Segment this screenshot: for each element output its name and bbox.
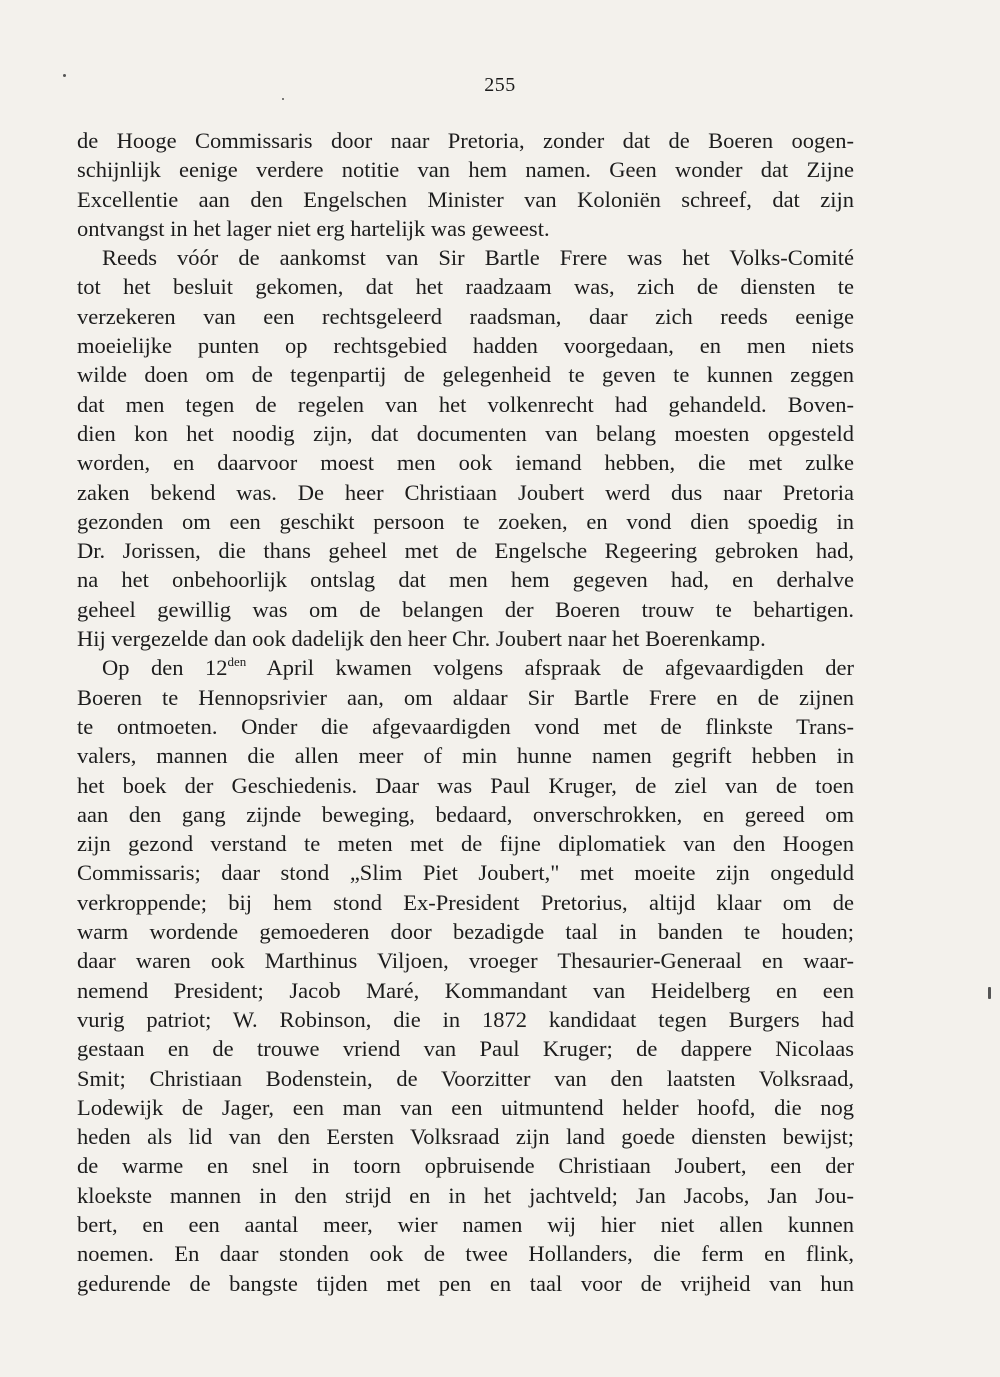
line-text: tot het besluit gekomen, dat het raadzaam was, zich de diensten te xyxy=(77,274,854,300)
text-line xyxy=(77,1122,854,1151)
line-text: Hij vergezelde dan ook dadelijk den heer Chr. Joubert naar het Boerenkamp. xyxy=(77,626,766,652)
text-line xyxy=(77,741,854,770)
scan-speck xyxy=(63,74,66,77)
page-number: 255 xyxy=(484,74,516,96)
line-text: schijnlijk eenige verdere notitie van hem namen. Geen wonder dat Zijne xyxy=(77,157,854,183)
text-line xyxy=(77,214,854,243)
text-line xyxy=(77,419,854,448)
text-line xyxy=(77,946,854,975)
text-line xyxy=(77,185,854,214)
line-text: nemend President; Jacob Maré, Kommandant van Heidelberg en een xyxy=(77,977,854,1003)
line-text: gezonden om een geschikt persoon te zoeken, en vond dien spoedig in xyxy=(77,508,854,534)
line-text: Reeds vóór de aankomst van Sir Bartle Frere was het Volks-Comité xyxy=(102,245,854,271)
text-line xyxy=(77,771,854,800)
scan-speck xyxy=(988,987,991,999)
text-line xyxy=(77,243,854,272)
line-text: heden als lid van den Eersten Volksraad zijn land goede diensten bewijst; xyxy=(77,1124,854,1150)
text-line xyxy=(77,917,854,946)
line-text: kloekste mannen in den strijd en in het jachtveld; Jan Jacobs, Jan Jou- xyxy=(77,1182,854,1208)
text-line xyxy=(77,888,854,917)
line-text: worden, en daarvoor moest men ook iemand hebben, die met zulke xyxy=(77,450,854,476)
line-text: zaken bekend was. De heer Christiaan Joubert werd dus naar Pretoria xyxy=(77,479,854,505)
text-line xyxy=(77,683,854,712)
line-text: geheel gewillig was om de belangen der Boeren trouw te behartigen. xyxy=(77,596,854,622)
text-line xyxy=(77,360,854,389)
line-text: de Hooge Commissaris door naar Pretoria, zonder dat de Boeren oogen- xyxy=(77,128,854,153)
text-line xyxy=(77,624,854,653)
text-line xyxy=(77,1151,854,1180)
line-text: te ontmoeten. Onder die afgevaardigden vond met de flinkste Trans- xyxy=(77,713,854,739)
scan-speck xyxy=(282,98,284,100)
line-text: verzekeren van een rechtsgeleerd raadsman, daar zich reeds eenige xyxy=(77,303,854,329)
text-line xyxy=(77,155,854,184)
text-line xyxy=(77,1005,854,1034)
text-line xyxy=(77,595,854,624)
text-line xyxy=(77,1093,854,1122)
line-text: Boeren te Hennopsrivier aan, om aldaar Sir Bartle Frere en de zijnen xyxy=(77,684,854,710)
text-line xyxy=(77,712,854,741)
line-text: warm wordende gemoederen door bezadigde taal in banden te houden; xyxy=(77,919,854,945)
line-text: dien kon het noodig zijn, dat documenten van belang moesten opgesteld xyxy=(77,420,854,446)
text-line xyxy=(77,1239,854,1268)
line-text: het boek der Geschiedenis. Daar was Paul Kruger, de ziel van de toen xyxy=(77,772,854,798)
text-line xyxy=(77,536,854,565)
text-line xyxy=(77,800,854,829)
line-text: verkroppende; bij hem stond Ex-President Pretorius, altijd klaar om de xyxy=(77,889,854,915)
line-text: bert, en een aantal meer, wier namen wij hier niet allen kunnen xyxy=(77,1211,854,1237)
line-text: Commissaris; daar stond „Slim Piet Joubert," met moeite zijn ongeduld xyxy=(77,860,854,886)
text-line xyxy=(77,331,854,360)
line-text: Dr. Jorissen, die thans geheel met de Engelsche Regeering gebroken had, xyxy=(77,538,854,564)
text-line xyxy=(77,272,854,301)
line-text: de warme en snel in toorn opbruisende Christiaan Joubert, een der xyxy=(77,1153,854,1179)
text-line xyxy=(77,858,854,887)
line-text: valers, mannen die allen meer of min hunne namen gegrift hebben in xyxy=(77,743,854,769)
ordinal-superscript: den xyxy=(227,654,247,670)
text-line xyxy=(77,976,854,1005)
line-text: Lodewijk de Jager, een man van een uitmuntend helder hoofd, die nog xyxy=(77,1094,854,1120)
body-text xyxy=(77,126,854,1298)
text-line xyxy=(77,1210,854,1239)
text-line xyxy=(77,478,854,507)
text-line xyxy=(77,829,854,858)
line-text: dat men tegen de regelen van het volkenrecht had gehandeld. Boven- xyxy=(77,391,854,417)
line-text: vurig patriot; W. Robinson, die in 1872 kandidaat tegen Burgers had xyxy=(77,1006,854,1032)
line-text: April kwamen volgens afspraak de afgevaardigden der xyxy=(266,655,854,681)
line-text: zijn gezond verstand te meten met de fijne diplomatiek van den Hoogen xyxy=(77,831,854,857)
text-line xyxy=(77,302,854,331)
line-text: gestaan en de trouwe vriend van Paul Kruger; de dappere Nicolaas xyxy=(77,1036,854,1062)
line-text: gedurende de bangste tijden met pen en taal voor de vrijheid van hun xyxy=(77,1270,854,1296)
line-text: moeielijke punten op rechtsgebied hadden voorgedaan, en men niets xyxy=(77,333,854,359)
line-text: na het onbehoorlijk ontslag dat men hem gegeven had, en derhalve xyxy=(77,567,854,593)
line-text: aan den gang zijnde beweging, bedaard, onverschrokken, en gereed om xyxy=(77,801,854,827)
text-line xyxy=(77,126,854,155)
text-line xyxy=(77,565,854,594)
line-text: ontvangst in het lager niet erg hartelijk was geweest. xyxy=(77,215,550,241)
text-line xyxy=(77,653,854,682)
line-text: wilde doen om de tegenpartij de gelegenheid te geven te kunnen zeggen xyxy=(77,362,854,388)
line-text: Smit; Christiaan Bodenstein, de Voorzitter van den laatsten Volksraad, xyxy=(77,1065,854,1091)
line-text: daar waren ook Marthinus Viljoen, vroeger Thesaurier-Generaal en waar- xyxy=(77,948,854,974)
text-line xyxy=(77,507,854,536)
text-line xyxy=(77,448,854,477)
line-text: noemen. En daar stonden ook de twee Hollanders, die ferm en flink, xyxy=(77,1241,854,1267)
text-line xyxy=(77,1181,854,1210)
text-line xyxy=(77,390,854,419)
text-line xyxy=(77,1269,854,1298)
text-line xyxy=(77,1064,854,1093)
line-lead: Op den 12 xyxy=(102,655,228,681)
line-text: Excellentie aan den Engelschen Minister van Koloniën schreef, dat zijn xyxy=(77,186,854,212)
text-line xyxy=(77,1034,854,1063)
